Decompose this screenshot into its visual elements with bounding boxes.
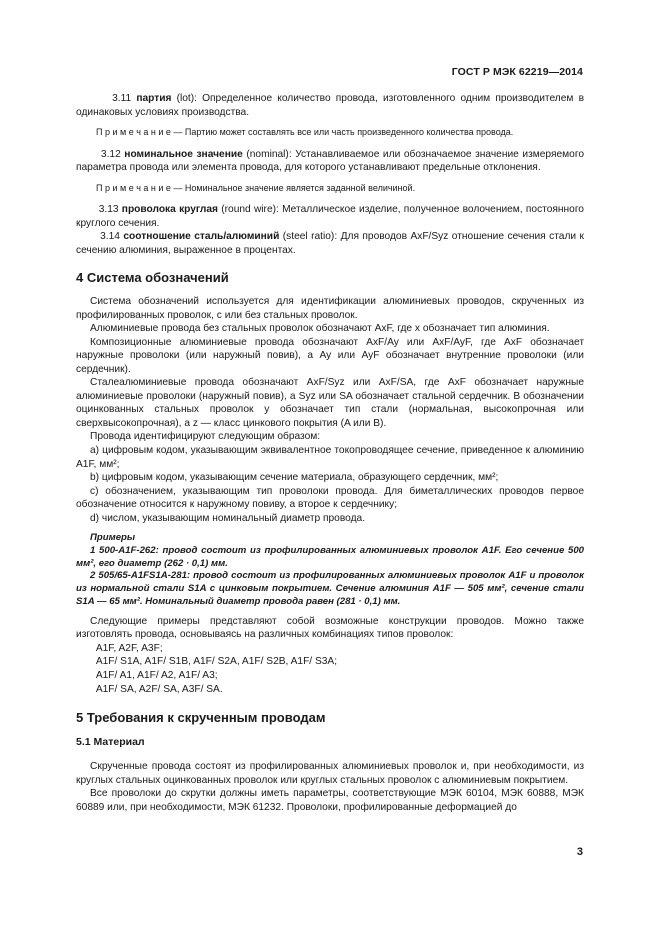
- paragraph-text: Провода идентифицируют следующим образом:: [90, 431, 321, 443]
- paragraph-text: Все проволоки до скрутки должны иметь параметры, соответствующие МЭК 60104, МЭК 60888, МЭК 60889 или, при необходимости, МЭК 61232. Проволоки, профилированные деформацией до: [76, 788, 584, 813]
- paragraph: [76, 295, 584, 322]
- paragraph: [76, 787, 584, 814]
- subsection-5-1-heading: 5.1 Материал: [76, 735, 145, 748]
- combination-text: A1F/ A1, A1F/ A2, A1F/ A3;: [95, 670, 218, 682]
- combination-line: [76, 669, 584, 683]
- example-2: [76, 570, 584, 608]
- page-number: 3: [576, 846, 583, 858]
- combination-line: [76, 683, 584, 697]
- examples-heading: [76, 531, 584, 545]
- combination-text: A1F/ SA, A2F/ SA, A3F/ SA.: [95, 683, 223, 695]
- list-item-b: [76, 471, 584, 485]
- standard-header: ГОСТ Р МЭК 62219—2014: [451, 66, 583, 78]
- definition-3-11: [76, 92, 584, 119]
- definition-3-13: [76, 203, 584, 230]
- paragraph-text: Сталеалюминиевые провода обозначают AxF/Syz или AxF/SA, где AxF обозначает наружные алюминиевые проволоки (наружный повив), а Syz или SA обозначает стальной сердечник. В обозначении оцинкованных стальных проволок y обозначает тип стали (нормальная, высокопрочная или сверхвысокопрочная), а z — класс цинкового покрытия (A или B).: [76, 377, 584, 429]
- definition-number: 3.14: [100, 231, 120, 243]
- note-label: П р и м е ч а н и е: [96, 182, 171, 193]
- list-item-text: c) обозначением, указывающим тип проволоки провода. Для биметаллических проводов первое обозначение относится к наружному повиву, а второе к сердечнику;: [76, 485, 584, 511]
- definition-text: (round wire): Металлическое изделие, полученное волочением, постоянного круглого сечения.: [76, 204, 584, 229]
- paragraph: [76, 322, 584, 336]
- definition-term: номинальное значение: [124, 148, 243, 160]
- example-1: [76, 545, 584, 571]
- paragraph: [76, 430, 584, 444]
- list-item-text: d) числом, указывающим номинальный диаметр провода.: [90, 512, 366, 524]
- paragraph-text: Система обозначений используется для идентификации алюминиевых проводов, скрученных из профилированных проволок, с или без стальных проволок.: [76, 296, 584, 321]
- definition-number: 3.11: [112, 93, 132, 104]
- page-content: [76, 92, 584, 814]
- definition-term: проволока круглая: [121, 204, 218, 216]
- definition-number: 3.13: [98, 204, 119, 216]
- note-text: — Номинальное значение является заданной величиной.: [170, 182, 416, 193]
- example-text: 1 500-A1F-262: провод состоит из профилированных алюминиевых проволок A1F. Его сечение 500 мм², его диаметр (262 · 0,1) мм.: [76, 544, 584, 569]
- definition-number: 3.12: [100, 148, 121, 160]
- section-5-heading: 5 Требования к скрученным проводам: [76, 710, 326, 726]
- note-2: [76, 182, 584, 196]
- paragraph-text: Скрученные провода состоят из профилированных алюминиевых проволок и, при необходимости, из круглых стальных оцинкованных проволок или круглых стальных проволок с алюминиевым покрытием.: [76, 761, 584, 786]
- paragraph-text: Композиционные алюминиевые провода обозначают AxF/Ay или AxF/AyF, где AxF обозначает наружные проволоки (или наружный повив), а Ay или AyF обозначает внутренние проволоки (или сердечник).: [76, 336, 584, 375]
- list-item-text: a) цифровым кодом, указывающим эквивалентное токопроводящее сечение, приведенное к алюминию A1F, мм²;: [76, 445, 584, 470]
- section-4-heading: 4 Система обозначений: [76, 270, 229, 286]
- definition-text: (steel ratio): Для проводов AxF/Syz отношение сечения стали к сечению алюминия, выраженное в процентах.: [76, 231, 584, 256]
- combination-line: [76, 642, 584, 656]
- paragraph: [76, 376, 584, 430]
- paragraph-text: Алюминиевые провода без стальных проволок обозначают AxF, где x обозначает тип алюминия.: [90, 323, 550, 335]
- definition-term: партия: [136, 93, 172, 104]
- definition-3-14: [76, 230, 584, 257]
- combination-line: [76, 655, 584, 669]
- paragraph: [76, 760, 584, 787]
- note-text: — Партию может составлять все или часть произведенного количества провода.: [170, 127, 514, 138]
- list-item-c: [76, 485, 584, 512]
- list-item-text: b) цифровым кодом, указывающим сечение материала, образующего сердечник, мм²;: [90, 472, 499, 484]
- definition-term: соотношение сталь/алюминий: [123, 231, 280, 243]
- definition-text: (nominal): Устанавливаемое или обозначаемое значение измеряемого параметра провода или элемента провода, для которого устанавливают предельные отклонения.: [76, 148, 584, 174]
- paragraph: [76, 615, 584, 642]
- list-item-a: [76, 444, 584, 471]
- list-item-d: [76, 512, 584, 526]
- note-label: П р и м е ч а н и е: [96, 127, 171, 138]
- examples-heading-text: Примеры: [90, 532, 136, 544]
- definition-3-12: [76, 148, 584, 175]
- paragraph-text: Следующие примеры представляют собой возможные конструкции проводов. Можно также изготовлять провода, основываясь на различных комбинациях типов проволок:: [76, 615, 584, 641]
- combination-text: A1F/ S1A, A1F/ S1B, A1F/ S2A, A1F/ S2B, A1F/ S3A;: [95, 656, 338, 668]
- definition-text: (lot): Определенное количество провода, изготовленного одним производителем в одинаковых условиях производства.: [76, 93, 584, 118]
- example-text: 2 505/65-A1FS1A-281: провод состоит из профилированных алюминиевых проволок A1F и проволок из нормальной стали S1A с цинковым покрытием. Сечение алюминия A1F — 505 мм², сечение стали S1A — 65 мм². Номинальный диаметр провода равен (281 · 0,1) мм.: [76, 570, 584, 608]
- combination-text: A1F, A2F, A3F;: [95, 642, 163, 654]
- paragraph: [76, 336, 584, 377]
- note-1: [76, 126, 584, 140]
